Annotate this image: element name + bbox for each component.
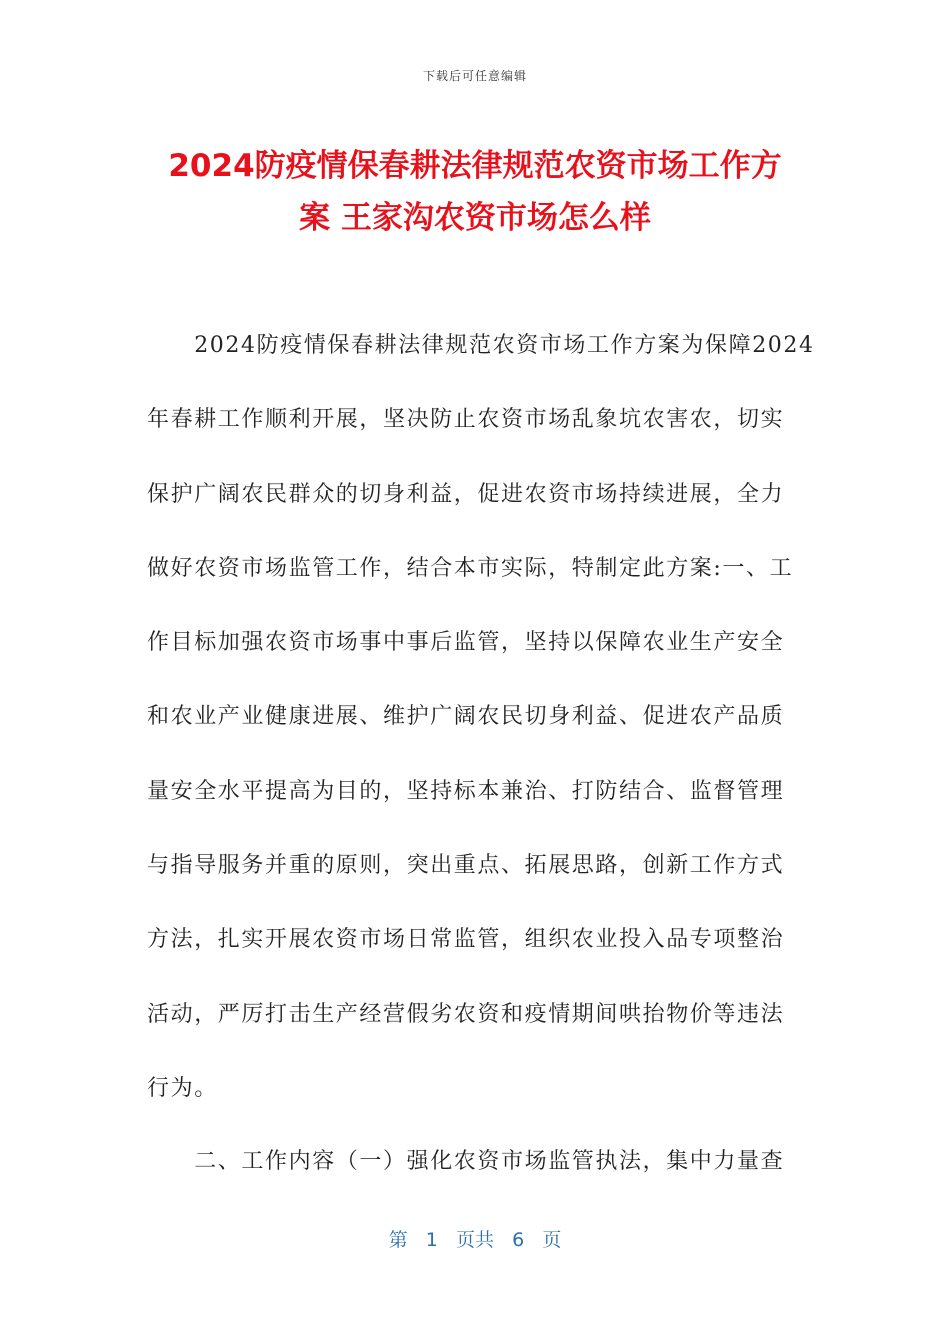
text-line: 做好农资市场监管工作，结合本市实际，特制定此方案:一、工 bbox=[147, 555, 794, 581]
text-line: 量安全水平提高为目的，坚持标本兼治、打防结合、监督管理 bbox=[147, 778, 785, 804]
text-line: 年春耕工作顺利开展，坚决防止农资市场乱象坑农害农，切实 bbox=[147, 407, 785, 433]
title-line-2: 案 王家沟农资市场怎么样 bbox=[299, 200, 651, 236]
text-line: 和农业产业健康进展、维护广阔农民切身利益、促进农产品质 bbox=[147, 704, 785, 730]
footer-total-pages: 6 bbox=[512, 1229, 525, 1251]
text-line: 二、工作内容（一）强化农资市场监管执法，集中力量查 bbox=[147, 1149, 785, 1174]
footer-prefix: 第 bbox=[388, 1229, 408, 1251]
text-line: 与指导服务并重的原则，突出重点、拓展思路，创新工作方式 bbox=[147, 853, 785, 879]
title-line-1: 2024防疫情保春耕法律规范农资市场工作方 bbox=[168, 148, 782, 184]
footer-page-number: 1 bbox=[425, 1229, 438, 1251]
header-note: 下载后可任意编辑 bbox=[422, 69, 527, 83]
text-line: 保护广阔农民群众的切身利益，促进农资市场持续进展，全力 bbox=[147, 481, 785, 507]
footer-suffix: 页 bbox=[542, 1229, 562, 1251]
page-footer bbox=[0, 1225, 950, 1252]
document-title bbox=[120, 140, 830, 244]
text-line: 活动，严厉打击生产经营假劣农资和疫情期间哄抬物价等违法 bbox=[147, 1001, 785, 1027]
text-line: 2024防疫情保春耕法律规范农资市场工作方案为保障2024 bbox=[147, 333, 815, 358]
text-line: 作目标加强农资市场事中事后监管，坚持以保障农业生产安全 bbox=[147, 630, 785, 656]
text-line: 行为。 bbox=[147, 1075, 218, 1101]
footer-middle: 页共 bbox=[455, 1229, 494, 1251]
paragraph-2 bbox=[147, 1125, 797, 1199]
paragraph-1 bbox=[147, 309, 815, 1126]
text-line: 方法，扎实开展农资市场日常监管，组织农业投入品专项整治 bbox=[147, 927, 785, 953]
